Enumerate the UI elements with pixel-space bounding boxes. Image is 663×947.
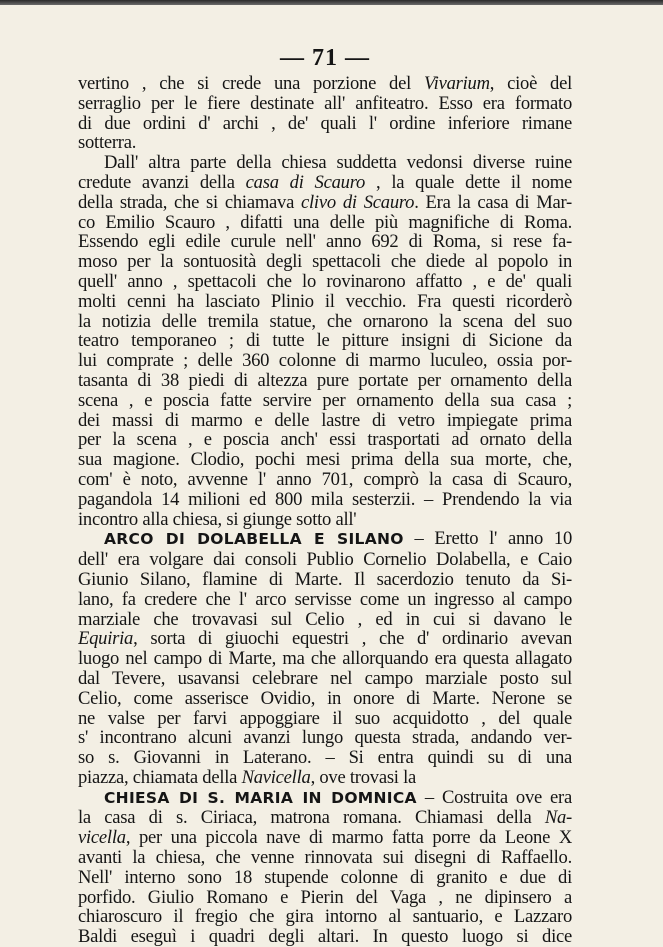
text-line: luogo nel campo di Marte, ma che allorquando era questa allagato [78, 649, 572, 669]
italic-term: Equiria [78, 629, 134, 650]
text-run: – Costruita ove era [416, 787, 572, 808]
text-line: sua magione. Clodio, pochi mesi prima della sua morte, che, [78, 450, 572, 470]
text-line: scena , e poscia fatte servire per ornamento della sua casa ; [78, 390, 572, 411]
text-line: pagandola 14 milioni ed 800 mila sesterzii. – Prendendo la via [78, 489, 572, 510]
text-line: serraglio per le fiere destinate all' anfiteatro. Esso era formato [78, 93, 572, 114]
paragraph-vivarium [78, 74, 572, 153]
page-body [78, 74, 572, 947]
text-line: ne valse per farvi appoggiare il suo acquidotto , del quale [78, 708, 572, 729]
text-line: incontro alla chiesa, si giunge sotto all' [78, 509, 357, 530]
text-line: co Emilio Scauro , difatti una delle più magnifiche di Roma. [78, 212, 572, 233]
text-run: piazza, chiamata della [78, 767, 242, 788]
text-line: tasanta di 38 piedi di altezza pure portate per ornamento della [78, 370, 572, 391]
text-run: , ove trovasi la [310, 767, 417, 788]
paragraph-arco-di-dolabella [78, 529, 572, 787]
text-line: moso per la sontuosità degli spettacoli che diede al popolo in [78, 252, 572, 272]
text-line [78, 173, 572, 193]
text-line: di due ordini d' archi , de' quali l' ordine inferiore rimane [78, 113, 572, 134]
text-line: teatro temporaneo ; di tutte le pitture insigni di Sicione da [78, 331, 572, 352]
italic-term: clivo di Scauro [301, 192, 415, 213]
text-line: com' è noto, avvenne l' anno 701, comprò la casa di Scauro, [78, 469, 572, 490]
text-line [78, 74, 572, 94]
italic-term: Na- [544, 808, 572, 829]
text-line [78, 788, 572, 809]
text-line: quell' anno , spettacoli che lo rovinarono affatto , e de' quali [78, 271, 572, 292]
text-line: Giunio Silano, flamine di Marte. Il sacerdozio tenuto da Si- [78, 569, 572, 590]
text-line: avanti la chiesa, che venne rinnovata sui disegni di Raffaello. [78, 848, 572, 868]
italic-term: Vivarium [423, 74, 490, 94]
text-run: , sorta di giuochi equestri , che d' ordinario avevan [133, 629, 572, 650]
text-run: della strada, che si chiamava [78, 192, 302, 213]
text-line: molti cenni ha lasciato Plinio il vecchio. Fra questi ricorderò [78, 291, 572, 312]
text-line: dal Tevere, usavansi celebrare nel campo marziale posto sul [78, 668, 572, 689]
section-heading: CHIESA DI S. MARIA IN DOMNICA [104, 788, 417, 807]
text-line: so s. Giovanni in Laterano. – Si entra quindi su di una [78, 748, 572, 768]
text-line: porfido. Giulio Romano e Pierin del Vaga , ne dipinsero a [78, 887, 572, 908]
page-top-edge [0, 0, 663, 5]
text-line: chiaroscuro il fregio che gira intorno al santuario, e Lazzaro [78, 907, 572, 928]
text-line: s' incontrano alcuni avanzi lungo questa strada, andando ver- [78, 728, 572, 749]
text-line [78, 629, 572, 649]
italic-term: vicella [78, 828, 126, 849]
text-line: la notizia delle tremila statue, che ornarono la scena del suo [78, 311, 572, 332]
paragraph-chiesa-di-s-maria [78, 788, 572, 947]
text-line: lui comprate ; delle 360 colonne di marmo luculeo, ossia por- [78, 351, 572, 371]
text-line: per la scena , e poscia anch' essi trasportati ad ornato della [78, 430, 572, 451]
section-heading: ARCO DI DOLABELLA E SILANO [104, 530, 404, 549]
text-line: dei massi di marmo e delle lastre di vetro impiegate prima [78, 410, 572, 431]
text-run: la casa di s. Ciriaca, matrona romana. Chiamasi della [78, 808, 545, 829]
text-line [78, 808, 572, 828]
text-run: , la quale dette il nome [365, 172, 572, 193]
text-line: Celio, come asserisce Ovidio, in onore di Marte. Nerone se [78, 688, 572, 709]
text-run: credute avanzi della [78, 172, 246, 193]
text-line: Baldi eseguì i quadri degli altari. In questo luogo si dice [78, 927, 572, 947]
text-run: . Era la casa di Mar- [414, 192, 572, 213]
italic-term: Navicella [241, 767, 311, 788]
text-line: Essendo egli edile curule nell' anno 692 di Roma, si rese fa- [78, 232, 572, 253]
text-line [78, 828, 572, 848]
text-line: dell' era volgare dai consoli Publio Cornelio Dolabella, e Caio [78, 550, 572, 570]
text-line: Nell' interno sono 18 stupende colonne di granito e due di [78, 867, 572, 888]
text-run: , cioè del [489, 74, 572, 94]
book-page [78, 44, 572, 947]
italic-term: casa di Scauro [245, 172, 366, 193]
page-number: — 71 — [280, 45, 370, 71]
text-line [78, 193, 572, 213]
text-run: vertino , che si crede una porzione del [78, 74, 424, 94]
text-line: sotterra. [78, 133, 137, 154]
text-line [78, 529, 572, 550]
text-line: lano, fa credere che l' arco servisse come un ingresso al campo [78, 589, 572, 610]
text-run: – Eretto l' anno 10 [403, 529, 572, 550]
text-run: , per una piccola nave di marmo fatta porre da Leone X [125, 828, 572, 849]
paragraph-casa-di-scauro [78, 153, 572, 529]
text-line: Dall' altra parte della chiesa suddetta vedonsi diverse ruine [104, 153, 572, 173]
text-line [78, 768, 572, 788]
text-line: marziale che trovavasi sul Celio , ed in cui si davano le [78, 609, 572, 630]
